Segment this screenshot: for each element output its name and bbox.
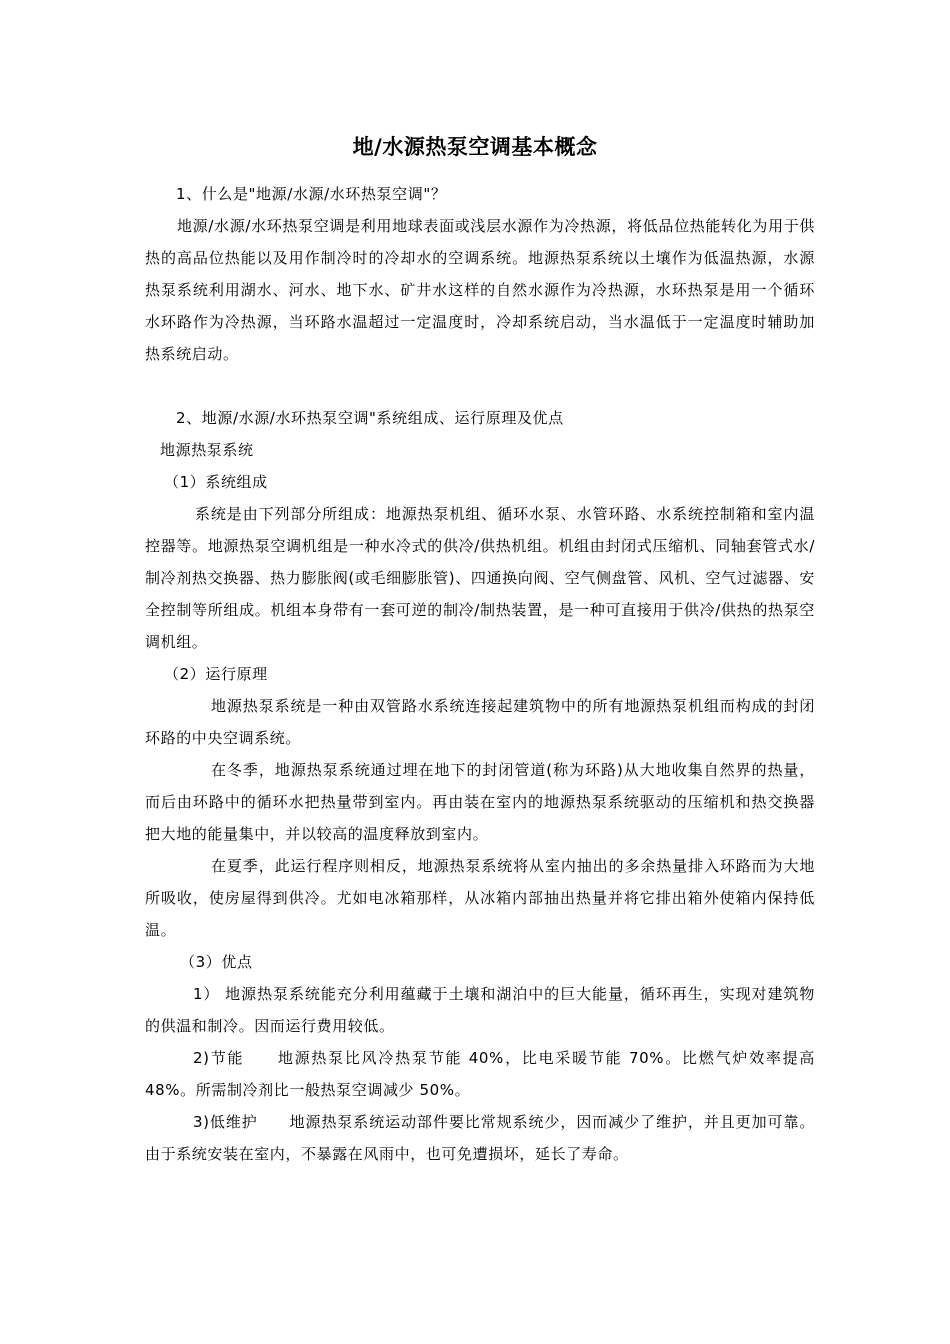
document-title: 地/水源热泵空调基本概念 [352, 135, 598, 159]
question-1-heading: 1、什么是"地源/水源/水环热泵空调"？ [176, 185, 447, 203]
section-2-paragraph-3: 在夏季，此运行程序则相反，地源热泵系统将从室内抽出的多余热量排入环路而为大地所吸收，使房屋得到供冷。尤如电冰箱那样，从冰箱内部抽出热量并将它排出箱外使箱内保持低温。 [145, 857, 815, 939]
section-3-heading: （3）优点 [180, 953, 253, 971]
section-2-paragraph-2: 在冬季，地源热泵系统通过埋在地下的封闭管道(称为环路)从大地收集自然界的热量，而后由环路中的循环水把热量带到室内。再由装在室内的地源热泵系统驱动的压缩机和热交换器把大地的能量集中，并以较高的温度释放到室内。 [145, 761, 815, 843]
advantage-2: 2)节能 地源热泵比风冷热泵节能 40%，比电采暖节能 70%。比燃气炉效率提高48%。所需制冷剂比一般热泵空调减少 50%。 [145, 1049, 815, 1099]
section-1-body: 系统是由下列部分所组成：地源热泵机组、循环水泵、水管环路、水系统控制箱和室内温控器等。地源热泵空调机组是一种水冷式的供冷/供热机组。机组由封闭式压缩机、同轴套管式水/制冷剂热交换器、热力膨胀阀(或毛细膨胀管)、四通换向阀、空气侧盘管、风机、空气过滤器、安全控制等所组成。机组本身带有一套可逆的制冷/制热装置，是一种可直接用于供冷/供热的热泵空调机组。 [145, 505, 815, 651]
advantage-1: 1） 地源热泵系统能充分利用蕴藏于土壤和湖泊中的巨大能量，循环再生，实现对建筑物的供温和制冷。因而运行费用较低。 [145, 985, 815, 1035]
section-2-heading: （2）运行原理 [164, 665, 268, 683]
question-1-body: 地源/水源/水环热泵空调是利用地球表面或浅层水源作为冷热源，将低品位热能转化为用于供热的高品位热能以及用作制冷时的冷却水的空调系统。地源热泵系统以土壤作为低温热源，水源热泵系统利用湖水、河水、地下水、矿井水这样的自然水源作为冷热源，水环热泵是用一个循环水环路作为冷热源，当环路水温超过一定温度时，冷却系统启动，当水温低于一定温度时辅助加热系统启动。 [145, 217, 815, 363]
subsystem-heading: 地源热泵系统 [160, 441, 254, 459]
section-2-paragraph-1: 地源热泵系统是一种由双管路水系统连接起建筑物中的所有地源热泵机组而构成的封闭环路的中央空调系统。 [145, 697, 815, 747]
question-2-heading: 2、地源/水源/水环热泵空调"系统组成、运行原理及优点 [176, 409, 564, 427]
section-1-heading: （1）系统组成 [164, 473, 268, 491]
advantage-3: 3)低维护 地源热泵系统运动部件要比常规系统少，因而减少了维护，并且更加可靠。由于系统安装在室内，不暴露在风雨中，也可免遭损坏，延长了寿命。 [145, 1113, 815, 1163]
